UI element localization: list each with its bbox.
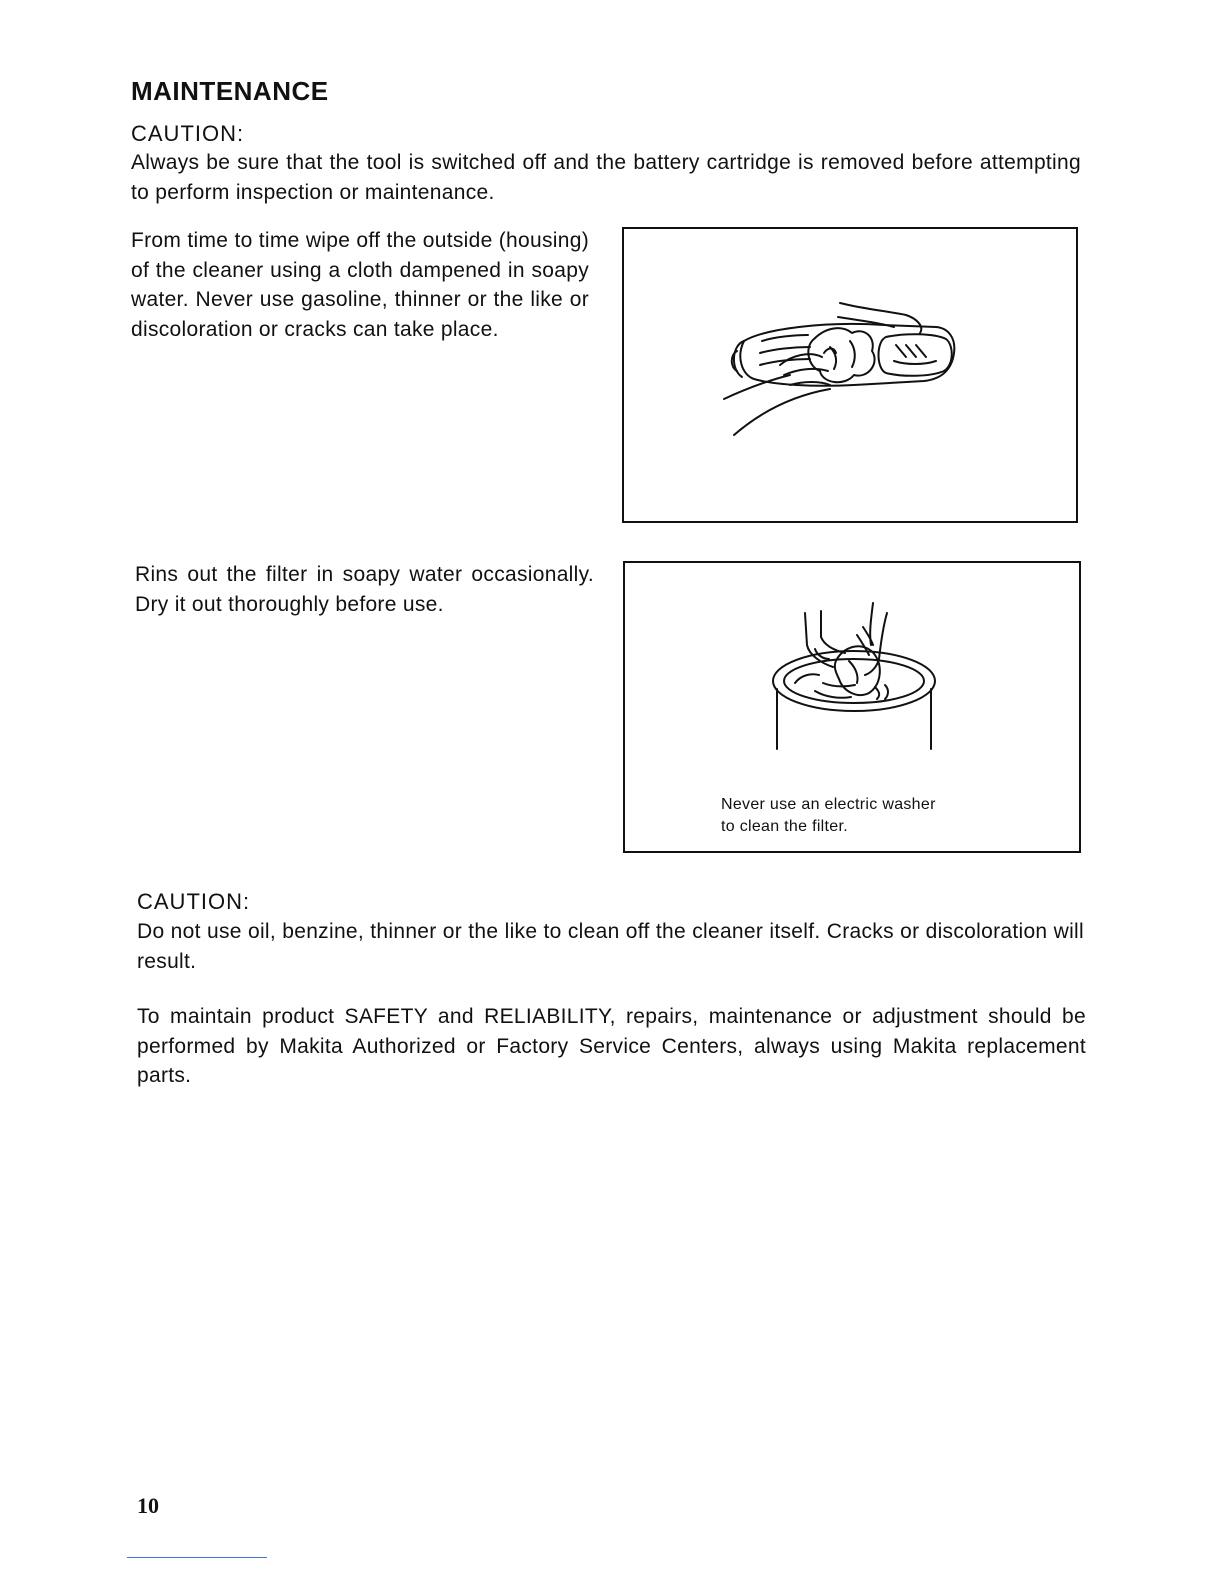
page-number: 10 [137,1493,159,1518]
filter-caption-line-1: Never use an electric washer [721,796,936,813]
wipe-illustration-frame [622,227,1078,523]
caution-text-1: Always be sure that the tool is switched off and the battery cartridge is removed before attempting to perform inspection or maintenance. [131,151,1081,204]
filter-instructions: Rins out the filter in soapy water occasionally. Dry it out thoroughly before use. [135,563,594,616]
caution-label-2: CAUTION: [137,889,251,914]
wipe-instructions: From time to time wipe off the outside (housing) of the cleaner using a cloth dampened in soapy water. Never use gasoline, thinner or the like or discoloration or cracks can take place. [131,229,589,341]
caution-label-1: CAUTION: [131,121,245,146]
filter-illustration-frame [623,561,1081,853]
hands-washing-filter-icon [625,563,1079,773]
hand-wiping-cleaner-icon [624,229,1076,521]
filter-caption-line-2: to clean the filter. [721,818,848,835]
caution-text-2: Do not use oil, benzine, thinner or the like to clean off the cleaner itself. Cracks or discoloration will result. [137,920,1084,973]
section-heading: MAINTENANCE [131,76,329,106]
footer-rule [127,1557,267,1558]
service-note: To maintain product SAFETY and RELIABILITY, repairs, maintenance or adjustment should be performed by Makita Authorized or Factory Service Centers, always using Makita replacement parts. [137,1005,1086,1087]
